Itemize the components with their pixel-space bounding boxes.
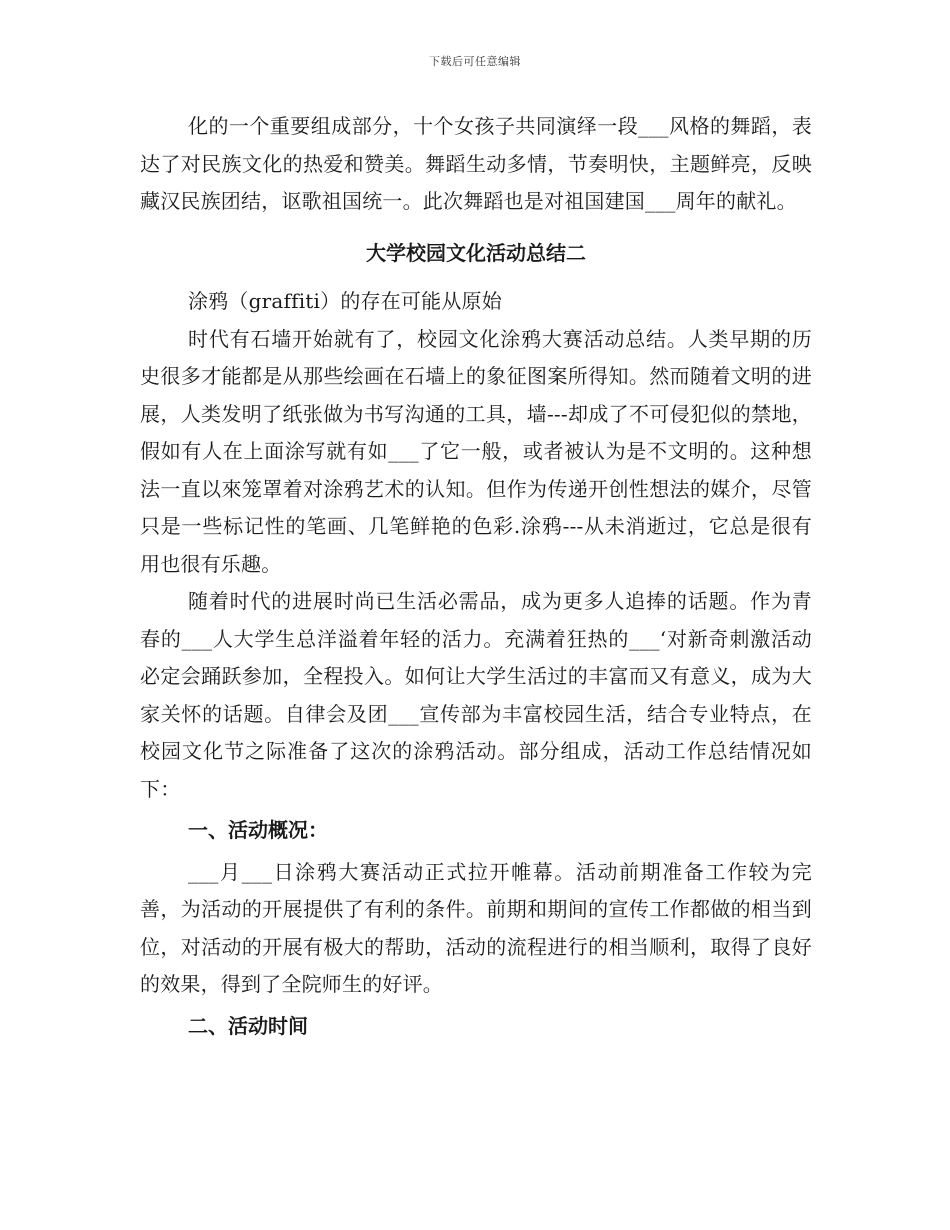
heading-overview: 一、活动概况： bbox=[188, 818, 328, 842]
paragraph-overview: ___月___日涂鸦大赛活动正式拉开帷幕。活动前期准备工作较为完善，为活动的开展提供了有利的条件。前期和期间的宣传工作都做的相当到位，对活动的开展有极大的帮助，活动的流程进行的相当顺利，取得了良好的效果，得到了全院师生的好评。 bbox=[140, 859, 812, 996]
heading-time: 二、活动时间 bbox=[188, 1013, 308, 1038]
paragraph-graffiti-history: 时代有石墙开始就有了，校园文化涂鸦大赛活动总结。人类早期的历史很多才能都是从那些绘画在石墙上的象征图案所得知。然而随着文明的进展，人类发明了纸张做为书写沟通的工具，墙---却成了不可侵犯似的禁地，假如有人在上面涂写就有如___了它一般，或者被认为是不文明的。这种想法一直以來笼罩着对涂鸦艺术的认知。但作为传递开创性想法的媒介，尽管只是一些标记性的笔画、几笔鲜艳的色彩.涂鸦---从未消逝过，它总是很有用也很有乐趣。 bbox=[140, 326, 812, 576]
paragraph-dance: 化的一个重要组成部分，十个女孩子共同演绎一段___风格的舞蹈，表达了对民族文化的热爱和赞美。舞蹈生动多情，节奏明快，主题鲜亮，反映藏汉民族团结，讴歌祖国统一。此次舞蹈也是对祖国建国___周年的献礼。 bbox=[140, 114, 812, 213]
page-header: 下载后可任意编辑 bbox=[429, 55, 521, 68]
document-body bbox=[140, 108, 812, 1045]
paragraph-graffiti-origin: 涂鸦（graffiti）的存在可能从原始 bbox=[188, 289, 502, 313]
section-title: 大学校园文化活动总结二 bbox=[366, 240, 586, 265]
paragraph-fashion: 随着时代的进展时尚已生活必需品，成为更多人追捧的话题。作为青春的___人大学生总洋溢着年轻的活力。充满着狂热的___‘对新奇刺激活动必定会踊跃参加，全程投入。如何让大学生活过的丰富而又有意义，成为大家关怀的话题。自律会及团___宣传部为丰富校园生活，结合专业特点，在校园文化节之际准备了这次的涂鸦活动。部分组成，活动工作总结情况如下： bbox=[140, 589, 812, 801]
